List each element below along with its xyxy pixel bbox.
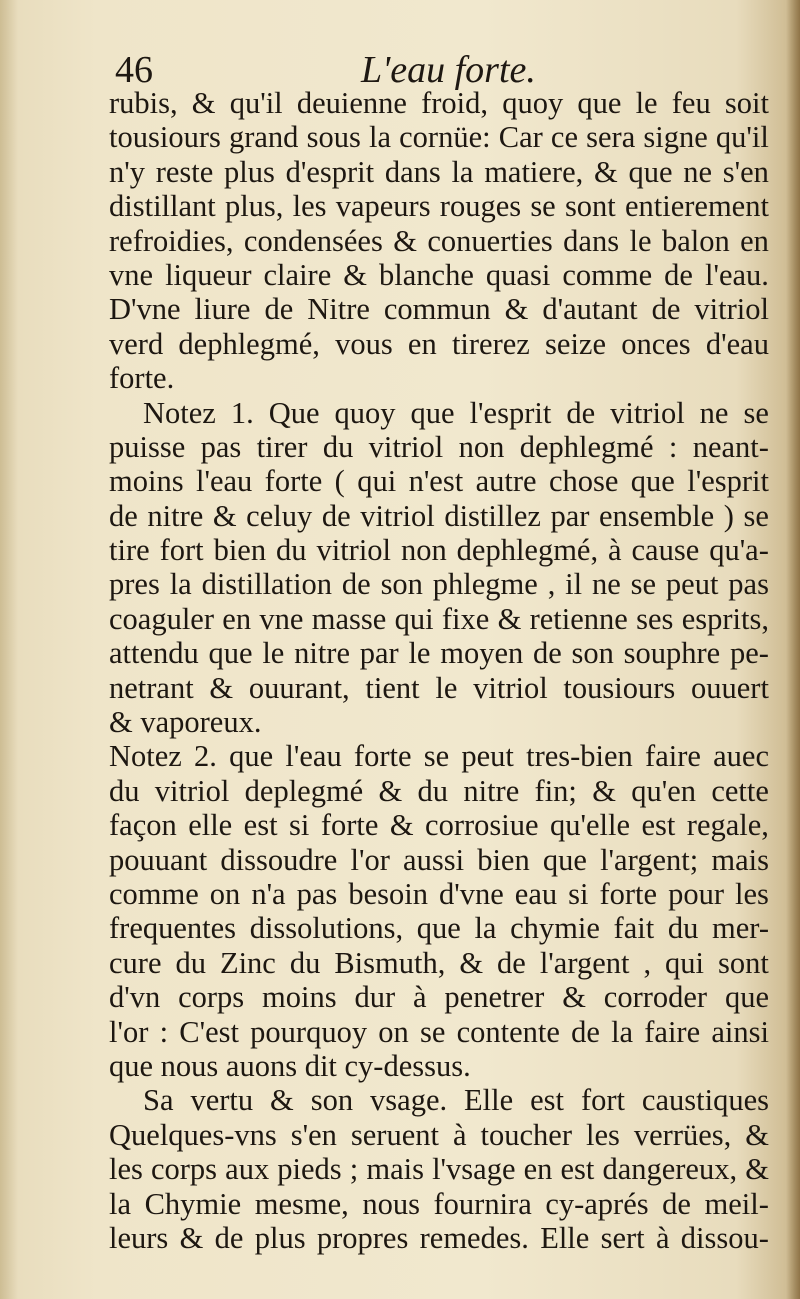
text-line: la Chymie mesme, nous fournira cy-aprés de meil- xyxy=(109,1186,769,1221)
text-line: que nous auons dit cy-dessus. xyxy=(109,1048,471,1083)
running-head: L'eau forte. xyxy=(361,49,536,91)
text-line: n'y reste plus d'esprit dans la matiere, & que ne s'en xyxy=(109,154,769,189)
text-line: verd dephlegmé, vous en tirerez seize onces d'eau xyxy=(109,326,769,361)
text-line: Sa vertu & son vsage. Elle est fort caustiques xyxy=(143,1083,769,1118)
text-line: du vitriol deplegmé & du nitre fin; & qu'en cette xyxy=(109,773,769,808)
text-line: l'or : C'est pourquoy on se contente de la faire ainsi xyxy=(109,1014,769,1049)
text-line: cure du Zinc du Bismuth, & de l'argent , qui sont xyxy=(109,945,769,980)
text-line: pouuant dissoudre l'or aussi bien que l'argent; mais xyxy=(109,842,769,877)
text-line: forte. xyxy=(109,361,175,396)
text-line: tousiours grand sous la cornüe: Car ce sera signe qu'il xyxy=(109,120,769,155)
text-line: attendu que le nitre par le moyen de son souphre pe- xyxy=(109,636,769,671)
text-line: rubis, & qu'il deuienne froid, quoy que le feu soit xyxy=(109,86,769,120)
text-line: netrant & ouurant, tient le vitriol tousiours ouuert xyxy=(109,670,769,705)
text-line: distillant plus, les vapeurs rouges se sont entierement xyxy=(109,189,769,224)
text-line: puisse pas tirer du vitriol non dephlegmé : neant- xyxy=(109,429,769,464)
text-line: Notez 1. Que quoy que l'esprit de vitriol ne se xyxy=(143,395,769,430)
text-line: de nitre & celuy de vitriol distillez par ensemble ) se xyxy=(109,498,769,533)
text-line: Quelques-vns s'en seruent à toucher les verrües, & xyxy=(109,1117,769,1152)
text-line: comme on n'a pas besoin d'vne eau si forte pour les xyxy=(109,876,769,911)
text-line: refroidies, condensées & conuerties dans le balon en xyxy=(109,223,769,258)
text-line: D'vne liure de Nitre commun & d'autant de vitriol xyxy=(109,292,769,327)
text-line: frequentes dissolutions, que la chymie fait du mer- xyxy=(109,911,769,946)
text-line: d'vn corps moins dur à penetrer & corroder que xyxy=(109,980,769,1015)
text-line: façon elle est si forte & corrosiue qu'elle est regale, xyxy=(109,808,769,843)
page-number: 46 xyxy=(115,49,153,91)
text-line: & vaporeux. xyxy=(109,705,262,740)
text-line: tire fort bien du vitriol non dephlegmé, à cause qu'a- xyxy=(109,533,769,568)
text-line: moins l'eau forte ( qui n'est autre chose que l'esprit xyxy=(109,464,769,499)
text-line: Notez 2. que l'eau forte se peut tres-bien faire auec xyxy=(109,739,769,774)
text-line: vne liqueur claire & blanche quasi comme de l'eau. xyxy=(109,257,769,292)
body-text xyxy=(109,86,769,1255)
text-line: leurs & de plus propres remedes. Elle sert à dissou- xyxy=(109,1220,769,1255)
text-line: coaguler en vne masse qui fixe & retienne ses esprits, xyxy=(109,601,769,636)
text-line: les corps aux pieds ; mais l'vsage en est dangereux, & xyxy=(109,1152,769,1187)
text-line: pres la distillation de son phlegme , il ne se peut pas xyxy=(109,567,769,602)
